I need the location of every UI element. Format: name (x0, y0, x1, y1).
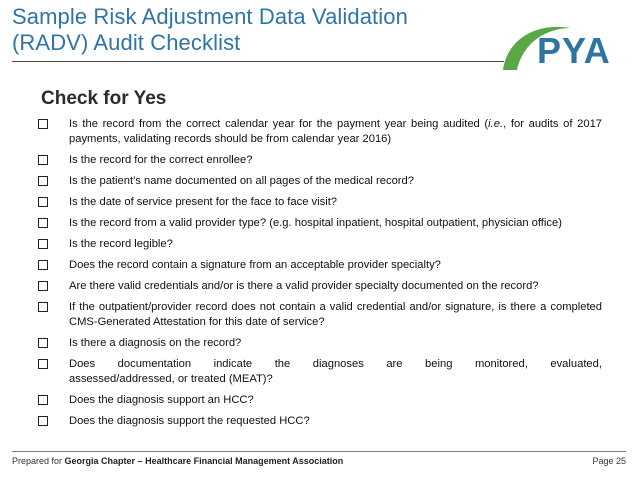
checkbox-icon[interactable] (38, 416, 48, 426)
checklist-item (36, 300, 602, 330)
checklist-item (36, 153, 602, 168)
checklist-item (36, 357, 602, 387)
checkbox-icon[interactable] (38, 338, 48, 348)
checklist-item (36, 393, 602, 408)
checkbox-icon[interactable] (38, 281, 48, 291)
checkbox-icon[interactable] (38, 155, 48, 165)
item-text-post: , for audits of 2017 payments, validating records should be from calendar year 2016) (69, 118, 603, 145)
footer-organization: Georgia Chapter – Healthcare Financial Management Association (64, 456, 344, 466)
checklist-item (36, 414, 602, 429)
checklist-item-text: Does the diagnosis support the requested HCC? (69, 415, 310, 427)
checkbox-icon[interactable] (38, 260, 48, 270)
checklist-item-text: Is the date of service present for the face to face visit? (69, 196, 338, 208)
title-divider (12, 61, 504, 62)
checklist-item-text: Is the patient’s name documented on all pages of the medical record? (69, 175, 414, 187)
logo-text: PYA (537, 30, 611, 71)
checkbox-icon[interactable] (38, 197, 48, 207)
checklist-item (36, 117, 602, 147)
checklist-item-text: Are there valid credentials and/or is there a valid provider specialty documented on the record? (69, 280, 539, 292)
checklist-item-text: Is the record for the correct enrollee? (69, 154, 253, 166)
checklist-item-text (69, 357, 602, 387)
footer-page-number: Page 25 (592, 456, 626, 466)
checklist-item (36, 336, 602, 351)
item-text-pre: Is the record from the correct calendar year for the payment year being audited ( (69, 118, 489, 130)
checkbox-icon[interactable] (38, 302, 48, 312)
checklist-item (36, 216, 602, 231)
item-text-line-1: Does documentation indicate the diagnoses are being monitored, evaluated, (69, 358, 602, 370)
item-text-line-2: assessed/addressed, or treated (MEAT)? (69, 373, 273, 385)
slide-title-line-2: (RADV) Audit Checklist (12, 30, 241, 55)
checklist-item (36, 279, 602, 294)
checkbox-icon[interactable] (38, 239, 48, 249)
checklist-item-text: If the outpatient/provider record does not contain a valid credential and/or signature, is there a completed CMS-Generated Attestation for this date of service? (69, 301, 602, 328)
item-text-emphasis: i.e. (488, 118, 504, 130)
checklist (36, 117, 602, 435)
checklist-item-text: Is the record from a valid provider type? (e.g. hospital inpatient, hospital outpatient, physician office) (69, 217, 562, 229)
pya-logo (497, 14, 627, 72)
checklist-item (36, 237, 602, 252)
checklist-item-text: Does the record contain a signature from an acceptable provider specialty? (69, 259, 441, 271)
checklist-item-text: Is there a diagnosis on the record? (69, 337, 242, 349)
checklist-item (36, 195, 602, 210)
checkbox-icon[interactable] (38, 119, 48, 129)
footer-prepared-label: Prepared for (12, 456, 63, 466)
checklist-item-text: Is the record legible? (69, 238, 173, 250)
slide-title (12, 4, 492, 56)
footer-prepared-for (12, 456, 343, 466)
checklist-item-text (69, 117, 602, 147)
checklist-item-text: Does the diagnosis support an HCC? (69, 394, 254, 406)
checkbox-icon[interactable] (38, 395, 48, 405)
slide-title-line-1: Sample Risk Adjustment Data Validation (12, 4, 408, 29)
checkbox-icon[interactable] (38, 218, 48, 228)
footer-divider (12, 451, 626, 452)
checklist-heading: Check for Yes (41, 88, 167, 109)
checklist-item (36, 258, 602, 273)
checklist-item (36, 174, 602, 189)
checkbox-icon[interactable] (38, 359, 48, 369)
checkbox-icon[interactable] (38, 176, 48, 186)
